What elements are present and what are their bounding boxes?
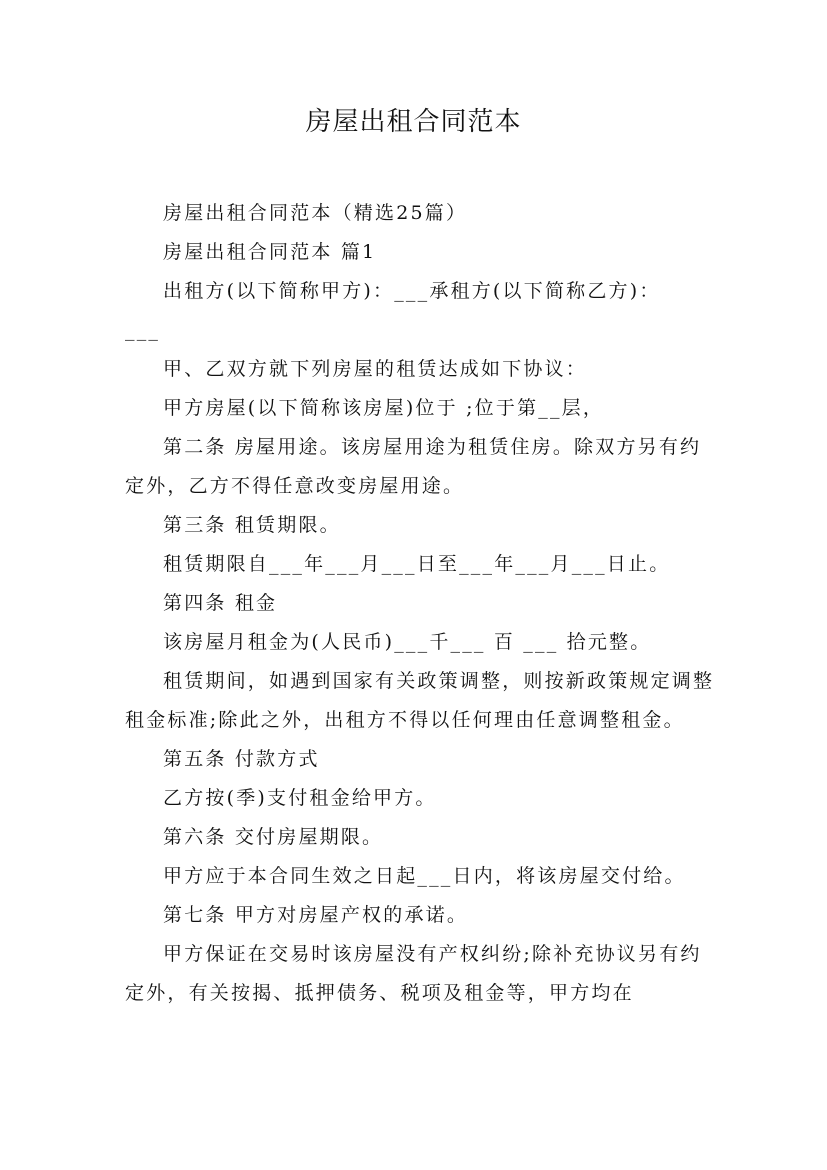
- paragraph-property-guarantee: 甲方保证在交易时该房屋没有产权纠纷;除补充协议另有约定外，有关按揭、抵押债务、税项及租金等，甲方均在: [125, 943, 702, 1004]
- paragraph-rent-adjustment: 租赁期间，如遇到国家有关政策调整，则按新政策规定调整租金标准;除此之外，出租方不得以任何理由任意调整租金。: [125, 670, 715, 731]
- paragraph-parties-blank: ___: [125, 319, 161, 341]
- paragraph-article-4-title: 第四条 租金: [163, 592, 278, 614]
- paragraph-agreement-intro: 甲、乙双方就下列房屋的租赁达成如下协议：: [163, 358, 588, 380]
- paragraph-parties: 出租方(以下简称甲方)：___承租方(以下简称乙方)：: [163, 280, 661, 302]
- paragraph-monthly-rent: 该房屋月租金为(人民币)___千___ 百 ___ 拾元整。: [163, 631, 652, 653]
- paragraph-article-6-title: 第六条 交付房屋期限。: [163, 826, 384, 848]
- paragraph-property-location: 甲方房屋(以下简称该房屋)位于 ;位于第__层，: [163, 397, 605, 419]
- paragraph-article-3-title: 第三条 租赁期限。: [163, 514, 341, 536]
- paragraph-delivery-term: 甲方应于本合同生效之日起___日内，将该房屋交付给。: [163, 865, 686, 887]
- document-title: 房屋出租合同范本: [305, 107, 522, 137]
- paragraph-article-2: 第二条 房屋用途。该房屋用途为租赁住房。除双方另有约定外，乙方不得任意改变房屋用途。: [125, 436, 702, 497]
- paragraph-lease-term: 租赁期限自___年___月___日至___年___月___日止。: [163, 553, 671, 575]
- paragraph-section-title: 房屋出租合同范本 篇1: [163, 241, 377, 263]
- document-body: [125, 194, 715, 1013]
- paragraph-heading: 房屋出租合同范本（精选25篇）: [163, 202, 468, 224]
- paragraph-article-7-title: 第七条 甲方对房屋产权的承诺。: [163, 904, 469, 926]
- paragraph-payment-method: 乙方按(季)支付租金给甲方。: [163, 787, 437, 809]
- paragraph-article-5-title: 第五条 付款方式: [163, 748, 320, 770]
